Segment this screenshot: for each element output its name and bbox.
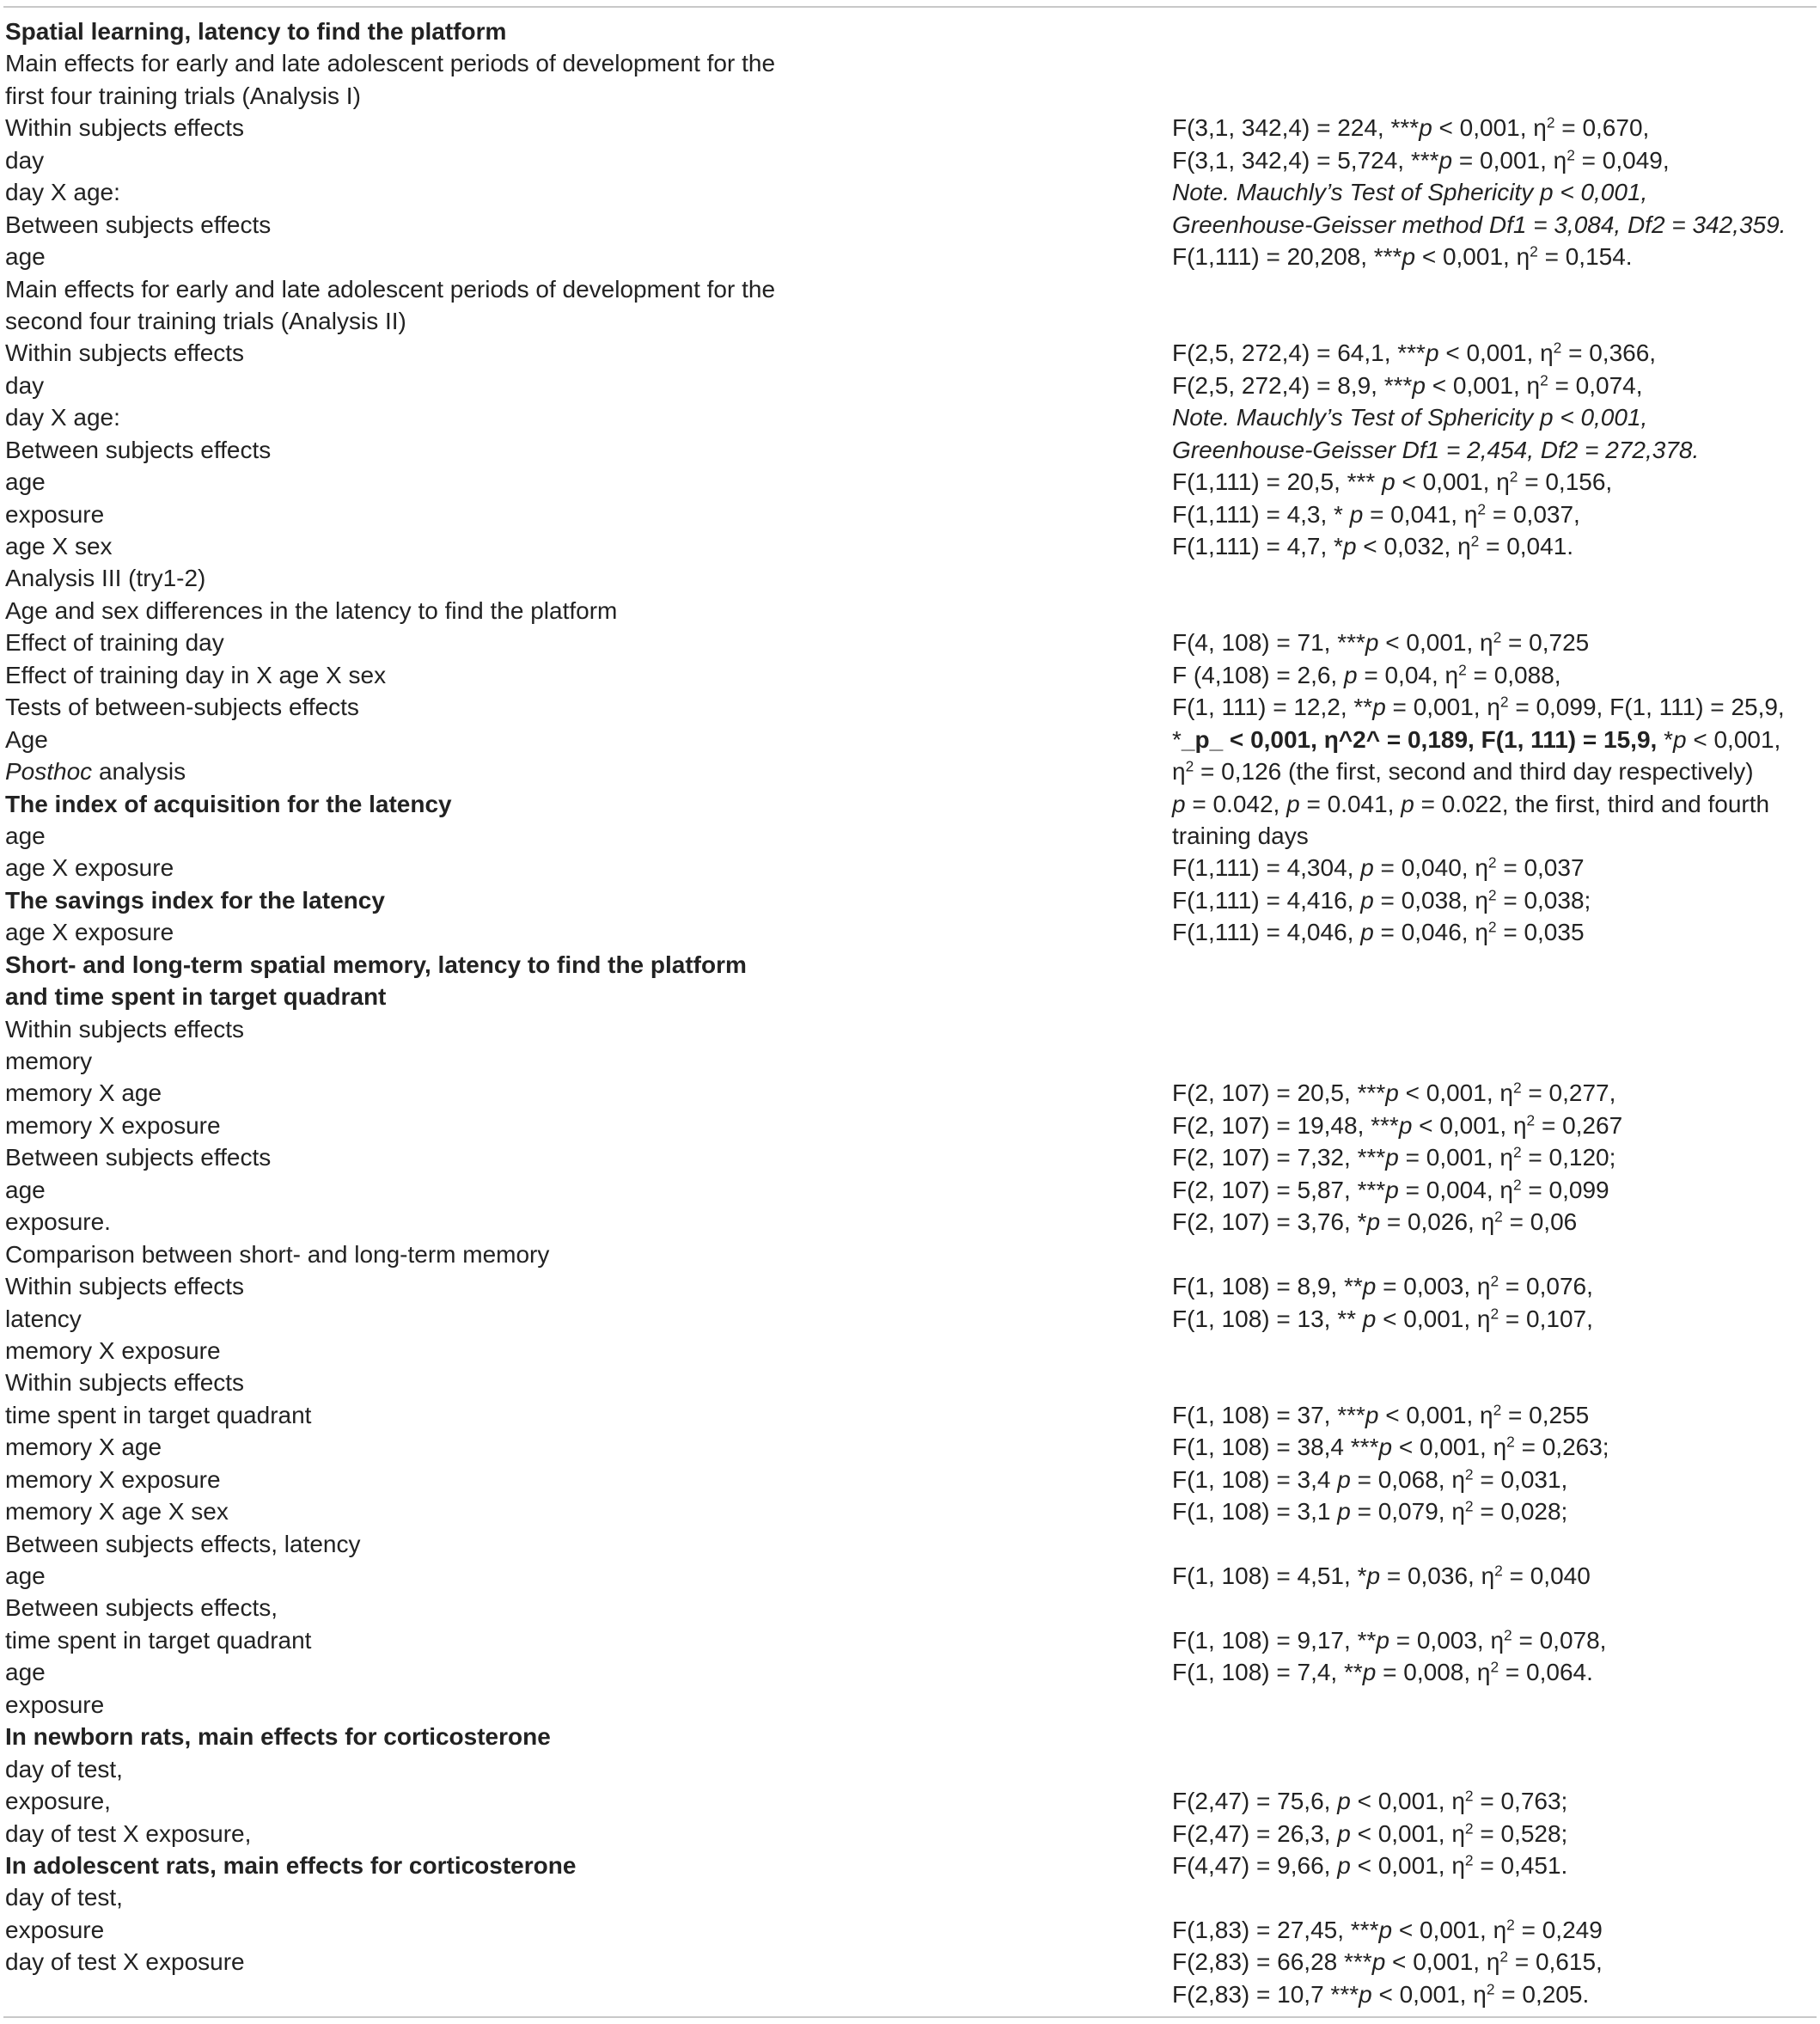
bold-text: In adolescent rats, main effects for corticosterone <box>5 1851 577 1879</box>
superscript: 2 <box>1540 371 1548 389</box>
row-label: age X exposure <box>5 919 174 946</box>
superscript: 2 <box>1546 113 1555 131</box>
superscript: 2 <box>1506 1916 1515 1934</box>
italic-text: Note. Mauchly’s Test of Sphericity p < 0,001, <box>1172 179 1648 206</box>
bold-text: The savings index for the latency <box>5 886 385 914</box>
table-row <box>5 1914 1810 1946</box>
row-statistic: F(1, 108) = 8,9, **p = 0,003, $\eta^2 = 0,076$, <box>1172 1272 1593 1300</box>
table-row <box>5 15 1810 47</box>
row-label: day of test, <box>5 1755 123 1782</box>
bold-text: Spatial learning, latency to find the platform <box>5 18 507 45</box>
row-label: exposure <box>5 1916 105 1943</box>
superscript: 2 <box>1494 1208 1503 1226</box>
table-row <box>5 949 1810 981</box>
superscript: 2 <box>1530 242 1538 260</box>
table-row <box>5 1946 1810 1978</box>
italic-text: p <box>1419 114 1432 142</box>
superscript: 2 <box>1487 853 1497 871</box>
italic-text: p <box>1362 1659 1377 1686</box>
superscript: 2 <box>1512 1176 1522 1194</box>
superscript: 2 <box>1477 500 1487 518</box>
row-label: memory X exposure <box>5 1111 221 1139</box>
row-statistic: F(1,111) = 20,5, *** p < 0,001, $\eta^2 = 0,156$, <box>1172 468 1613 496</box>
table-row <box>5 434 1810 466</box>
italic-text: p <box>1385 1144 1399 1171</box>
row-label: Age and sex differences in the latency to find the platform <box>5 596 618 624</box>
row-label: age <box>5 1176 46 1203</box>
italic-text: p <box>1360 919 1374 946</box>
table-row <box>5 1624 1810 1656</box>
row-label: Within subjects effects <box>5 1369 245 1397</box>
table-row <box>5 1495 1810 1527</box>
row-label: exposure. <box>5 1208 111 1236</box>
row-label: memory X age X sex <box>5 1498 229 1526</box>
row-statistic: F(2, 107) = 5,87, ***p = 0,004, $\eta^2 = 0,099$ <box>1172 1176 1609 1203</box>
table-row <box>5 1818 1810 1850</box>
italic-text: p <box>1360 886 1374 914</box>
row-label: age <box>5 243 46 271</box>
italic-text: p <box>1376 1626 1389 1654</box>
row-label: memory X age <box>5 1434 162 1461</box>
row-statistic: F(1,111) = 4,046, p = 0,046, $\eta^2 = 0,035$ <box>1172 918 1585 946</box>
table-row <box>5 595 1810 627</box>
italic-text: p <box>1365 1401 1379 1428</box>
table-row <box>5 916 1810 948</box>
italic-text: p <box>1382 468 1396 496</box>
table-row <box>5 1850 1810 1881</box>
row-label: Analysis III (try1-2) <box>5 565 206 592</box>
italic-text: p <box>1337 1465 1351 1493</box>
superscript: 2 <box>1512 1079 1522 1097</box>
italic-text: Posthoc <box>5 758 93 786</box>
table-row <box>5 1270 1810 1302</box>
row-label: age X exposure <box>5 854 174 882</box>
table-row <box>5 1464 1810 1495</box>
row-label: Tests of between-subjects effects <box>5 694 359 721</box>
row-label: day of test, <box>5 1884 123 1911</box>
italic-text: Greenhouse-Geisser Df1 = 2,454, Df2 = 272,378. <box>1172 436 1700 463</box>
italic-text: p <box>1344 661 1358 688</box>
italic-text: p <box>1401 790 1414 817</box>
row-statistic: F(2,47) = 26,3, p < 0,001, $\eta^2 = 0,528$; <box>1172 1819 1568 1847</box>
row-label: day <box>5 146 45 174</box>
superscript: 2 <box>1185 757 1194 775</box>
row-statistic: F(2,5, 272,4) = 64,1, ***p < 0,001, $\eta^2 = 0,366$, <box>1172 339 1657 367</box>
table-row <box>5 1077 1810 1109</box>
superscript: 2 <box>1493 628 1502 646</box>
row-label: day of test X exposure <box>5 1948 245 1976</box>
italic-text: p <box>1360 854 1374 882</box>
row-label: age X sex <box>5 533 113 560</box>
row-label: memory <box>5 1048 93 1074</box>
row-label: Between subjects effects, latency <box>5 1530 361 1557</box>
superscript: 2 <box>1464 1465 1474 1483</box>
bold-text: and time spent in target quadrant <box>5 983 387 1011</box>
row-label: Comparison between short- and long-term memory <box>5 1240 550 1268</box>
row-label: age <box>5 1659 46 1686</box>
row-label: Effect of training day <box>5 629 224 657</box>
table-row <box>5 1141 1810 1173</box>
table-row <box>5 176 1810 208</box>
table-row <box>5 562 1810 594</box>
row-statistic: F(1, 108) = 13, ** p < 0,001, $\eta^2 = 0,107$, <box>1172 1304 1593 1332</box>
row-label: Between subjects effects, <box>5 1594 278 1622</box>
row-label: day of test X exposure, <box>5 1819 252 1847</box>
row-label: exposure <box>5 500 105 528</box>
italic-text: p <box>1385 1176 1399 1203</box>
row-label: Between subjects effects <box>5 1144 272 1171</box>
italic-text: p <box>1366 1562 1381 1589</box>
row-label <box>5 788 452 820</box>
table-row <box>5 1206 1810 1238</box>
row-statistic: F(2,83) = 10,7 ***p < 0,001, $\eta^2 = 0,205$. <box>1172 1980 1590 2008</box>
bottom-rule <box>3 2016 1817 2018</box>
superscript: 2 <box>1567 146 1575 164</box>
row-statistic: F(3,1, 342,4) = 5,724, ***p = 0,001, $\eta^2 = 0,049$, <box>1172 146 1670 174</box>
row-label <box>5 981 386 1012</box>
italic-text: p <box>1286 790 1300 817</box>
row-label: first four training trials (Analysis I) <box>5 82 361 109</box>
table-row <box>5 788 1810 820</box>
table-row <box>5 401 1810 433</box>
superscript: 2 <box>1493 1401 1502 1419</box>
table-row <box>5 691 1810 723</box>
superscript: 2 <box>1486 1980 1495 1998</box>
superscript: 2 <box>1553 339 1562 357</box>
statistics-table <box>5 15 1810 2010</box>
table-row <box>5 1689 1810 1721</box>
superscript: 2 <box>1512 1143 1522 1161</box>
row-statistic: p = 0.042, p = 0.041, p = 0.022, the first, third and fourth <box>1172 790 1770 817</box>
table-row <box>5 724 1810 755</box>
italic-text: p <box>1366 1208 1381 1236</box>
row-statistic: F(1, 108) = 3,1 p = 0,079, $\eta^2 = 0,028$; <box>1172 1497 1568 1526</box>
row-label: Age <box>5 725 48 753</box>
table-row <box>5 1303 1810 1335</box>
top-rule <box>3 6 1817 8</box>
bold-text: The index of acquisition for the latency <box>5 790 452 817</box>
table-row <box>5 1431 1810 1463</box>
row-label: Posthoc analysis <box>5 758 186 786</box>
superscript: 2 <box>1490 1272 1499 1290</box>
table-row <box>5 1110 1810 1141</box>
row-statistic: F(1,111) = 20,208, ***p < 0,001, $\eta^2 = 0,154$. <box>1172 242 1633 271</box>
table-row <box>5 755 1810 787</box>
table-row <box>5 1592 1810 1623</box>
table-row <box>5 112 1810 144</box>
superscript: 2 <box>1458 661 1467 679</box>
superscript: 2 <box>1487 886 1497 904</box>
bold-text: Short- and long-term spatial memory, latency to find the platform <box>5 951 747 978</box>
row-label: time spent in target quadrant <box>5 1401 312 1428</box>
row-statistic: F(2,83) = 66,28 ***p < 0,001, $\eta^2 = 0,615$, <box>1172 1948 1603 1976</box>
row-statistic: F(1, 108) = 9,17, **p = 0,003, $\eta^2 = 0,078$, <box>1172 1626 1607 1654</box>
row-statistic: F(2, 107) = 7,32, ***p = 0,001, $\eta^2 = 0,120$; <box>1172 1143 1616 1171</box>
superscript: 2 <box>1506 1433 1515 1451</box>
row-label: Within subjects effects <box>5 1015 245 1043</box>
row-label: Within subjects effects <box>5 114 245 142</box>
italic-text: p <box>1349 500 1364 528</box>
table-row <box>5 80 1810 112</box>
superscript: 2 <box>1464 1787 1474 1805</box>
row-label: memory X exposure <box>5 1465 221 1493</box>
superscript: 2 <box>1526 1111 1536 1129</box>
italic-text: p <box>1362 1273 1377 1300</box>
italic-text: p <box>1337 1788 1351 1815</box>
superscript: 2 <box>1464 1851 1474 1869</box>
table-row <box>5 370 1810 401</box>
row-label: age <box>5 468 46 496</box>
row-label <box>5 949 747 981</box>
row-statistic <box>1172 434 1699 466</box>
table-row <box>5 1399 1810 1431</box>
row-label <box>5 1850 576 1881</box>
row-label: time spent in target quadrant <box>5 1626 312 1654</box>
row-label: age <box>5 1562 46 1589</box>
table-row <box>5 981 1810 1012</box>
table-row <box>5 1367 1810 1398</box>
italic-text: p <box>1402 243 1416 271</box>
row-statistic: F(1,111) = 4,3, * p = 0,041, $\eta^2 = 0,037$, <box>1172 500 1580 528</box>
table-row <box>5 47 1810 79</box>
row-statistic <box>1172 401 1647 433</box>
row-statistic: F(1, 108) = 37, ***p < 0,001, $\eta^2 = 0,255$ <box>1172 1401 1590 1428</box>
table-row <box>5 1978 1810 2010</box>
row-statistic: F(1, 108) = 4,51, *p = 0,036, $\eta^2 = 0,040$ <box>1172 1562 1591 1589</box>
superscript: 2 <box>1494 1562 1503 1580</box>
row-statistic: F(2,47) = 75,6, p < 0,001, $\eta^2 = 0,763$; <box>1172 1787 1568 1815</box>
table-row <box>5 820 1810 852</box>
table-row <box>5 1753 1810 1785</box>
italic-text: p <box>1673 725 1687 753</box>
table-row <box>5 852 1810 884</box>
table-row <box>5 498 1810 530</box>
superscript: 2 <box>1499 1948 1509 1966</box>
table-row <box>5 144 1810 176</box>
row-label: age <box>5 822 46 849</box>
italic-text: p <box>1438 146 1453 174</box>
table-row <box>5 659 1810 691</box>
italic-text: p <box>1359 1980 1372 2008</box>
superscript: 2 <box>1464 1497 1474 1515</box>
row-label: Between subjects effects <box>5 436 272 463</box>
italic-text: p <box>1337 1819 1351 1847</box>
row-statistic: F(4, 108) = 71, ***p < 0,001, $\eta^2 = 0,725$ <box>1172 628 1590 657</box>
row-statistic: F(1,111) = 4,416, p = 0,038, $\eta^2 = 0,038$; <box>1172 886 1591 914</box>
row-label: day X age: <box>5 404 120 431</box>
italic-text: p <box>1337 1851 1351 1879</box>
table-row <box>5 627 1810 658</box>
italic-text: p <box>1342 533 1357 560</box>
row-label: latency <box>5 1305 82 1332</box>
row-statistic: *_p_ < 0,001, η^2^ = 0,189, F(1, 111) = 15,9, *p < 0,001, <box>1172 725 1781 753</box>
italic-text: p <box>1172 790 1186 817</box>
row-statistic: F(2,5, 272,4) = 8,9, ***p < 0,001, $\eta^2 = 0,074$, <box>1172 371 1643 399</box>
row-label: exposure <box>5 1691 105 1718</box>
bold-text: In newborn rats, main effects for corticosterone <box>5 1723 551 1751</box>
row-label <box>5 15 506 47</box>
table-row <box>5 1528 1810 1560</box>
table-row <box>5 1656 1810 1688</box>
superscript: 2 <box>1490 1658 1499 1676</box>
table-row <box>5 1238 1810 1270</box>
italic-text: Note. Mauchly’s Test of Sphericity p < 0,001, <box>1172 404 1648 431</box>
table-row <box>5 1013 1810 1045</box>
row-statistic: F(1, 111) = 12,2, **p = 0,001, $\eta^2 = 0,099$, F(1, 111) = 25,9, <box>1172 693 1785 721</box>
row-label: memory X age <box>5 1079 162 1107</box>
italic-text: Greenhouse-Geisser method Df1 = 3,084, Df2 = 342,359. <box>1172 211 1786 238</box>
row-statistic: F(1, 108) = 3,4 p = 0,068, $\eta^2 = 0,031$, <box>1172 1465 1568 1493</box>
row-statistic: F(1, 108) = 7,4, **p = 0,008, $\eta^2 = 0,064$. <box>1172 1658 1593 1686</box>
row-label: Within subjects effects <box>5 339 245 367</box>
superscript: 2 <box>1487 918 1497 936</box>
italic-text: p <box>1337 1498 1351 1526</box>
table-row <box>5 305 1810 337</box>
row-statistic <box>1172 209 1786 241</box>
table-row <box>5 1881 1810 1913</box>
superscript: 2 <box>1490 1304 1499 1322</box>
table-row <box>5 241 1810 272</box>
italic-text: p <box>1365 629 1379 657</box>
italic-text: p <box>1371 1948 1386 1976</box>
table-row <box>5 1045 1810 1077</box>
italic-text: p <box>1362 1305 1377 1332</box>
table-row <box>5 1721 1810 1752</box>
table-row <box>5 1174 1810 1206</box>
superscript: 2 <box>1499 693 1509 711</box>
row-statistic: F(2, 107) = 19,48, ***p < 0,001, $\eta^2 = 0,267$ <box>1172 1111 1623 1139</box>
italic-text: p <box>1378 1434 1393 1461</box>
row-label: exposure, <box>5 1788 111 1815</box>
row-label: day <box>5 371 45 399</box>
row-statistic <box>1172 176 1647 208</box>
row-statistic: F (4,108) = 2,6, p = 0,04, $\eta^2 = 0,088$, <box>1172 661 1561 688</box>
row-statistic: $\eta^2 = 0,126$ (the first, second and third day respectively) <box>1172 757 1754 786</box>
table-row <box>5 209 1810 241</box>
italic-text: p <box>1425 339 1439 367</box>
row-label: day X age: <box>5 179 120 206</box>
row-label: Main effects for early and late adolescent periods of development for the <box>5 275 776 303</box>
row-label: second four training trials (Analysis II) <box>5 307 406 334</box>
row-statistic: F(4,47) = 9,66, p < 0,001, $\eta^2 = 0,451$. <box>1172 1851 1568 1879</box>
row-statistic: F(2, 107) = 20,5, ***p < 0,001, $\eta^2 = 0,277$, <box>1172 1079 1616 1107</box>
table-row <box>5 466 1810 498</box>
italic-text: p <box>1372 694 1386 721</box>
superscript: 2 <box>1470 532 1480 550</box>
superscript: 2 <box>1504 1626 1512 1644</box>
table-row <box>5 530 1810 562</box>
table-row <box>5 884 1810 916</box>
row-label: Between subjects effects <box>5 211 272 238</box>
superscript: 2 <box>1464 1819 1474 1837</box>
table-row <box>5 1335 1810 1367</box>
table-row <box>5 1560 1810 1592</box>
row-label: Within subjects effects <box>5 1273 245 1300</box>
italic-text: p <box>1412 371 1426 399</box>
row-statistic: F(1,111) = 4,304, p = 0,040, $\eta^2 = 0,037$ <box>1172 853 1585 882</box>
italic-text: p <box>1385 1079 1399 1107</box>
row-statistic: training days <box>1172 822 1309 849</box>
row-label: Effect of training day in X age X sex <box>5 661 387 688</box>
superscript: 2 <box>1509 468 1518 486</box>
row-statistic: F(1, 108) = 38,4 ***p < 0,001, $\eta^2 = 0,263$; <box>1172 1433 1609 1461</box>
table-row <box>5 337 1810 369</box>
row-label: memory X exposure <box>5 1336 221 1364</box>
table-row <box>5 273 1810 305</box>
bold-text: _p_ < 0,001, η^2^ = 0,189, F(1, 111) = 15,9, <box>1181 725 1664 753</box>
row-statistic: F(3,1, 342,4) = 224, ***p < 0,001, $\eta^2 = 0,670$, <box>1172 113 1650 142</box>
table-row <box>5 1785 1810 1817</box>
row-label <box>5 884 385 916</box>
row-statistic: F(1,83) = 27,45, ***p < 0,001, $\eta^2 = 0,249$ <box>1172 1916 1603 1943</box>
italic-text: p <box>1378 1916 1393 1943</box>
row-statistic: F(2, 107) = 3,76, *p = 0,026, $\eta^2 = 0,06$ <box>1172 1208 1578 1236</box>
italic-text: p <box>1398 1111 1413 1139</box>
row-label <box>5 1721 551 1752</box>
row-statistic: F(1,111) = 4,7, *p < 0,032, $\eta^2 = 0,041$. <box>1172 532 1574 560</box>
row-label: Main effects for early and late adolescent periods of development for the <box>5 50 776 77</box>
